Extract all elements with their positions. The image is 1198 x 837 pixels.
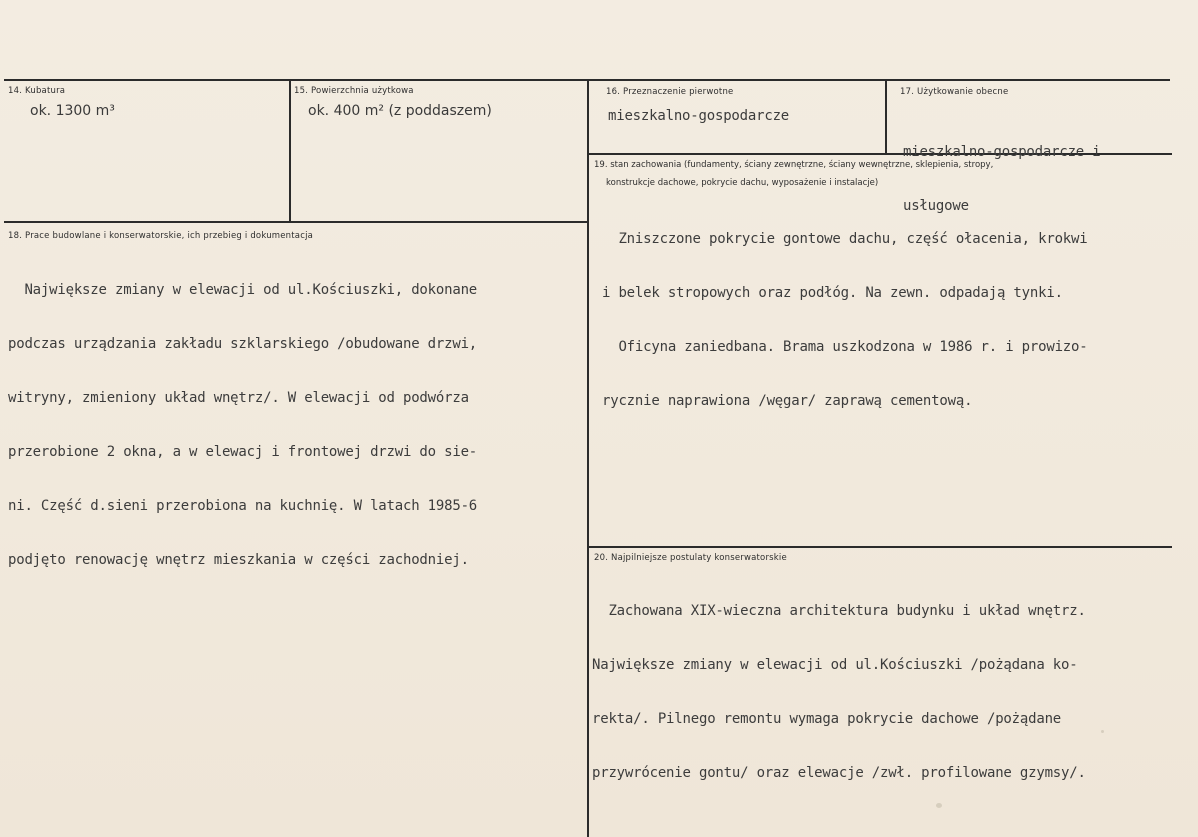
field-20-text (592, 566, 1086, 818)
field-20-line: rekta/. Pilnego remontu wymaga pokrycie dachowe /pożądane (592, 711, 1062, 727)
field-20-line: przywrócenie gontu/ oraz elewacje /zwł. profilowane gzymsy/. (592, 765, 1086, 781)
field-18-line: podczas urządzania zakładu szklarskiego /obudowane drzwi, (8, 336, 478, 352)
field-19-label (594, 156, 993, 192)
field-18-line: ni. Część d.sieni przerobiona na kuchnię. W latach 1985-6 (8, 498, 478, 514)
field-19-label-line: konstrukcje dachowe, pokrycie dachu, wyposażenie i instalacje) (606, 178, 879, 188)
vrule-14-15 (289, 81, 291, 222)
field-18-line: przerobione 2 okna, a w elewacj i frontowej drzwi do sie- (8, 444, 478, 460)
field-14-value: ok. 1300 m³ (30, 103, 115, 119)
field-18-line: podjęto renowację wnętrz mieszkania w części zachodniej. (8, 552, 469, 568)
field-20-line: Największe zmiany w elewacji od ul.Kościuszki /pożądana ko- (592, 657, 1078, 673)
field-17-line: mieszkalno-gospodarcze i (903, 144, 1101, 160)
field-18-text (8, 245, 477, 605)
field-18-line: Największe zmiany w elewacji od ul.Kościuszki, dokonane (8, 282, 478, 298)
field-20-label: 20. Najpilniejsze postulaty konserwatorskie (594, 553, 787, 563)
field-17-label: 17. Użytkowanie obecne (900, 87, 1009, 97)
vrule-main (587, 81, 589, 837)
field-15-value: ok. 400 m² (z poddaszem) (308, 103, 492, 119)
field-19-line: rycznie naprawiona /węgar/ zaprawą cementową. (602, 393, 973, 409)
field-20-line: Zachowana XIX-wieczna architektura budynku i układ wnętrz. (592, 603, 1086, 619)
field-18-line: witryny, zmieniony układ wnętrz/. W elewacji od podwórza (8, 390, 469, 406)
field-19-line: i belek stropowych oraz podłóg. Na zewn. odpadają tynki. (602, 285, 1063, 301)
paper-speck (1101, 730, 1104, 733)
field-19-line: Zniszczone pokrycie gontowe dachu, część ołacenia, krokwi (602, 231, 1088, 247)
field-14-label: 14. Kubatura (8, 86, 66, 96)
field-16-label: 16. Przeznaczenie pierwotne (606, 87, 734, 97)
field-17-line: usługowe (903, 198, 969, 214)
field-19-label-line: 19. stan zachowania (fundamenty, ściany zewnętrzne, ściany wewnętrzne, sklepienia, stropy, (594, 160, 994, 170)
field-19-text (602, 194, 1088, 446)
hrule-19-20 (588, 546, 1172, 548)
field-19-line: Oficyna zaniedbana. Brama uszkodzona w 1986 r. i prowizo- (602, 339, 1088, 355)
field-16-value: mieszkalno-gospodarcze (608, 108, 790, 124)
hrule-14-18 (4, 221, 588, 223)
paper-speck (936, 803, 942, 808)
field-18-label: 18. Prace budowlane i konserwatorskie, ich przebieg i dokumentacja (8, 231, 314, 241)
field-15-label: 15. Powierzchnia użytkowa (294, 86, 414, 96)
vrule-16-17 (885, 81, 887, 154)
